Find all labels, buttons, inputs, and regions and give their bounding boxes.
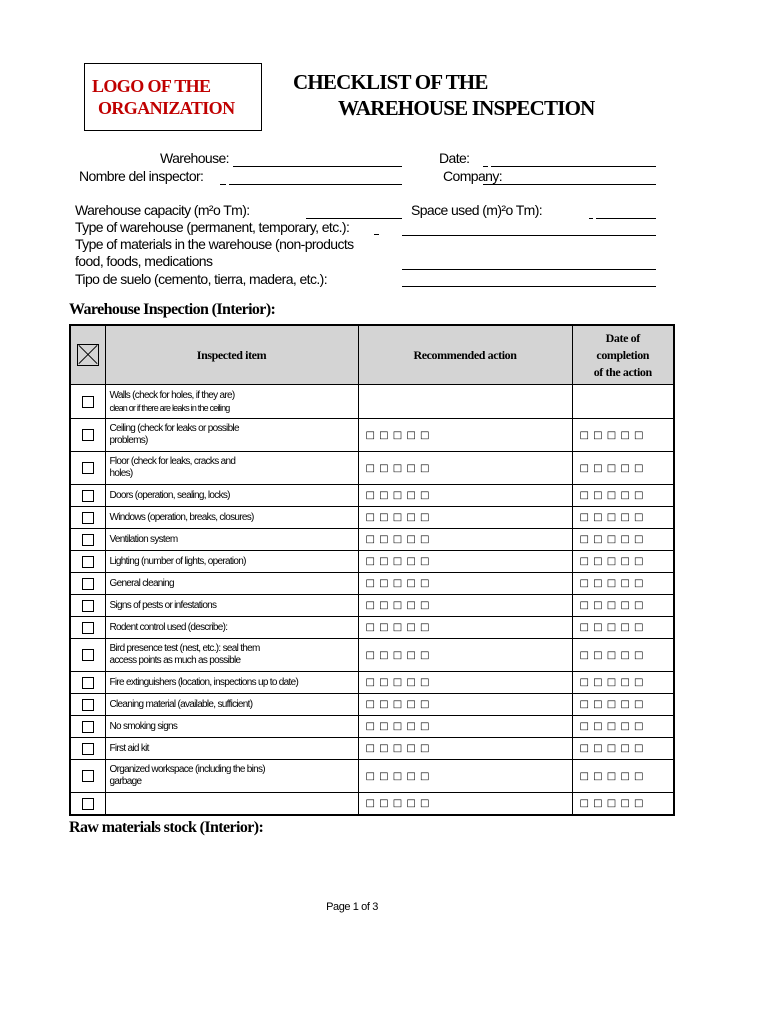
row-checkbox-cell [70,694,105,716]
row-checkbox[interactable] [82,649,94,661]
inspector-field[interactable] [229,184,402,185]
inspected-item-cell [105,738,358,760]
inspected-item-cell [105,639,358,672]
table-row [70,573,674,595]
inspected-item-text-line1: Signs of pests or infestations [109,599,217,611]
warehouse-type-field[interactable] [402,235,656,236]
recommended-action-cell[interactable]: □ □ □ □ □ [358,716,572,738]
row-checkbox-cell [70,485,105,507]
warehouse-label: Warehouse: [160,150,229,166]
row-checkbox[interactable] [82,396,94,408]
inspected-item-text-line2: garbage [109,776,142,787]
completion-date-cell[interactable]: □ □ □ □ □ [572,452,674,485]
completion-date-cell[interactable]: □ □ □ □ □ [572,694,674,716]
materials-type-label-line2: food, foods, medications [75,253,213,269]
warehouse-type-field-prefix [374,234,379,235]
row-checkbox-cell [70,738,105,760]
row-checkbox[interactable] [82,699,94,711]
crossed-box-icon [77,344,99,366]
inspected-item-text-line1: Bird presence test (nest, etc.): seal them [109,643,260,654]
completion-date-cell[interactable]: □ □ □ □ □ [572,507,674,529]
inspected-item-cell [105,573,358,595]
row-checkbox-cell [70,672,105,694]
inspected-item-cell [105,694,358,716]
date-label: Date: [439,150,470,166]
recommended-action-cell[interactable]: □ □ □ □ □ [358,452,572,485]
row-checkbox-cell [70,573,105,595]
row-checkbox-cell [70,551,105,573]
inspected-item-cell [105,716,358,738]
completion-date-cell[interactable]: □ □ □ □ □ [572,738,674,760]
table-row [70,738,674,760]
recommended-action-cell[interactable]: □ □ □ □ □ [358,419,572,452]
inspected-item-text-line2: holes) [109,468,133,479]
inspected-item-cell [105,507,358,529]
completion-date-cell[interactable]: □ □ □ □ □ [572,419,674,452]
row-checkbox-cell [70,529,105,551]
row-checkbox[interactable] [82,534,94,546]
table-row [70,507,674,529]
table-row [70,551,674,573]
inspected-item-text-line1: General cleaning [109,577,174,589]
completion-date-cell[interactable]: □ □ □ □ □ [572,639,674,672]
completion-date-cell[interactable]: □ □ □ □ □ [572,617,674,639]
row-checkbox-cell [70,419,105,452]
floor-type-field[interactable] [402,286,656,287]
inspected-item-cell [105,419,358,452]
row-checkbox[interactable] [82,490,94,502]
row-checkbox-cell [70,507,105,529]
completion-date-cell[interactable]: □ □ □ □ □ [572,672,674,694]
inspector-label: Nombre del inspector: [79,168,204,184]
row-checkbox[interactable] [82,578,94,590]
inspected-item-text-line2: problems) [109,435,148,446]
row-checkbox-cell [70,716,105,738]
header-date-line2: completion [596,347,650,362]
materials-type-field[interactable] [402,269,656,270]
space-used-label: Space used (m)²o Tm): [411,202,543,218]
row-checkbox-cell [70,452,105,485]
row-checkbox[interactable] [82,512,94,524]
floor-type-label: Tipo de suelo (cemento, tierra, madera, etc.): [75,271,328,287]
section-title-interior: Warehouse Inspection (Interior): [69,301,276,318]
inspected-item-cell [105,485,358,507]
table-row [70,595,674,617]
table-row [70,452,674,485]
recommended-action-cell[interactable]: □ □ □ □ □ [358,507,572,529]
completion-date-cell[interactable]: □ □ □ □ □ [572,573,674,595]
row-checkbox[interactable] [82,798,94,810]
recommended-action-cell[interactable]: □ □ □ □ □ [358,573,572,595]
row-checkbox[interactable] [82,721,94,733]
inspected-item-text-line1: Fire extinguishers (location, inspections up to date) [109,676,299,688]
recommended-action-cell[interactable] [358,385,572,419]
date-field[interactable] [491,166,656,167]
inspected-item-cell [105,452,358,485]
inspected-item-text-line1: Doors (operation, sealing, locks) [109,489,230,501]
document-title-line2: WAREHOUSE INSPECTION [338,96,595,120]
warehouse-field[interactable] [233,166,402,167]
row-checkbox-cell [70,760,105,793]
completion-date-cell[interactable]: □ □ □ □ □ [572,595,674,617]
recommended-action-cell[interactable]: □ □ □ □ □ [358,738,572,760]
row-checkbox-cell [70,617,105,639]
inspected-item-cell [105,617,358,639]
recommended-action-cell[interactable]: □ □ □ □ □ [358,793,572,815]
header-date-line3: of the action [593,364,652,379]
inspected-item-text-line1: Lighting (number of lights, operation) [109,555,246,567]
table-row [70,672,674,694]
completion-date-cell[interactable]: □ □ □ □ □ [572,551,674,573]
row-checkbox[interactable] [82,556,94,568]
inspected-item-cell [105,595,358,617]
inspected-item-text-line1: Floor (check for leaks, cracks and [109,456,236,467]
recommended-action-cell[interactable]: □ □ □ □ □ [358,617,572,639]
inspected-item-text-line1: Rodent control used (describe): [109,621,228,633]
row-checkbox[interactable] [82,622,94,634]
inspected-item-text-line1: No smoking signs [109,720,178,732]
inspected-item-text-line1: Ceiling (check for leaks or possible [109,423,239,434]
recommended-action-cell[interactable]: □ □ □ □ □ [358,694,572,716]
inspected-item-cell [105,529,358,551]
row-checkbox[interactable] [82,429,94,441]
recommended-action-cell[interactable]: □ □ □ □ □ [358,529,572,551]
completion-date-cell[interactable]: □ □ □ □ □ [572,760,674,793]
logo-placeholder [84,63,262,131]
inspected-item-text-line1: Organized workspace (including the bins) [109,764,265,775]
recommended-action-cell[interactable]: □ □ □ □ □ [358,485,572,507]
row-checkbox[interactable] [82,677,94,689]
table-row [70,529,674,551]
header-completion-date [572,325,674,385]
table-row [70,639,674,672]
header-checkbox-cell [70,325,105,385]
row-checkbox[interactable] [82,462,94,474]
table-row [70,793,674,815]
company-label: Company: [443,168,503,184]
completion-date-cell[interactable]: □ □ □ □ □ [572,716,674,738]
inspected-item-cell [105,793,358,815]
inspected-item-text-line2: access points as much as possible [109,655,241,666]
table-row [70,617,674,639]
table-row [70,760,674,793]
section-title-raw-materials: Raw materials stock (Interior): [69,819,264,836]
inspected-item-cell [105,385,358,419]
inspected-item-cell [105,551,358,573]
recommended-action-cell[interactable]: □ □ □ □ □ [358,595,572,617]
date-field-prefix [483,166,488,167]
document-title-line1: CHECKLIST OF THE [293,70,488,94]
completion-date-cell[interactable]: □ □ □ □ □ [572,793,674,815]
header-date-line1: Date of [605,330,640,345]
inspector-field-prefix [220,184,226,185]
table-row [70,385,674,419]
row-checkbox[interactable] [82,770,94,782]
company-field[interactable] [483,184,656,185]
row-checkbox-cell [70,595,105,617]
header-recommended-action: Recommended action [358,325,572,385]
table-row [70,716,674,738]
table-row [70,419,674,452]
space-used-field[interactable] [596,218,656,219]
table-header-row [70,325,674,385]
table-row [70,485,674,507]
inspected-item-text-line1: Windows (operation, breaks, closures) [109,511,254,523]
inspected-item-cell [105,760,358,793]
row-checkbox[interactable] [82,600,94,612]
completion-date-cell[interactable]: □ □ □ □ □ [572,529,674,551]
completion-date-cell[interactable] [572,385,674,419]
page-number: Page 1 of 3 [326,901,378,913]
warehouse-type-label: Type of warehouse (permanent, temporary, etc.): [75,219,350,235]
space-used-field-prefix [589,218,593,219]
inspected-item-text-line1: Ventilation system [109,533,178,545]
row-checkbox-cell [70,639,105,672]
table-body [70,385,674,815]
capacity-label: Warehouse capacity (m²o Tm): [75,202,250,218]
logo-text-line1: LOGO OF THE [92,76,211,96]
inspected-item-cell [105,672,358,694]
recommended-action-cell[interactable]: □ □ □ □ □ [358,672,572,694]
inspected-item-text-line2: clean or if there are leaks in the ceiling [109,402,230,413]
row-checkbox-cell [70,793,105,815]
logo-text-line2: ORGANIZATION [98,98,235,118]
completion-date-cell[interactable]: □ □ □ □ □ [572,485,674,507]
row-checkbox-cell [70,385,105,419]
recommended-action-cell[interactable]: □ □ □ □ □ [358,639,572,672]
table-row [70,694,674,716]
header-inspected-item: Inspected item [105,325,358,385]
recommended-action-cell[interactable]: □ □ □ □ □ [358,760,572,793]
recommended-action-cell[interactable]: □ □ □ □ □ [358,551,572,573]
inspected-item-text-line1: Cleaning material (available, sufficient) [109,698,253,710]
inspected-item-text-line1: Walls (check for holes, if they are) [109,389,235,401]
inspection-table [69,324,675,816]
materials-type-label-line1: Type of materials in the warehouse (non-products [75,236,354,252]
inspected-item-text-line1: First aid kit [109,742,149,754]
row-checkbox[interactable] [82,743,94,755]
